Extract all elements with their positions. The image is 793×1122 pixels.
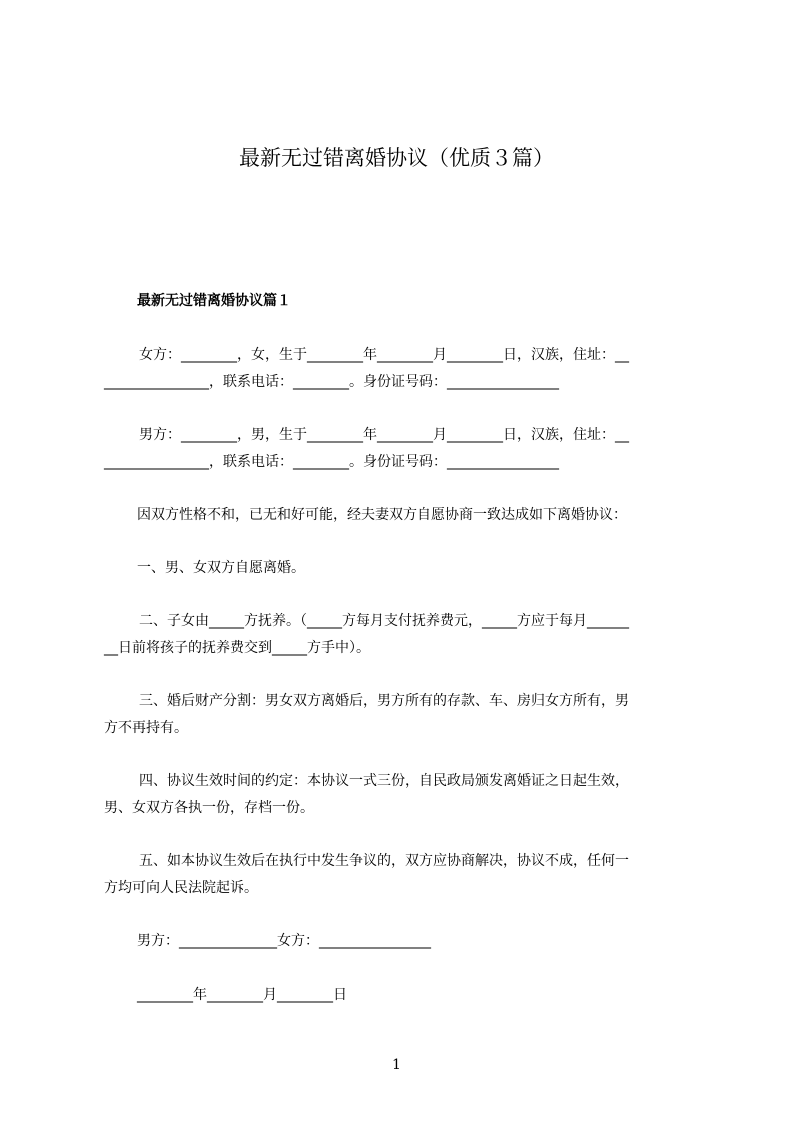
clause-three-line-2: 方不再持有。: [104, 720, 188, 736]
paragraph-female-line-2: _______________，联系电话：________。身份证号码：________________: [104, 374, 559, 390]
clause-three-line-1: 三、婚后财产分割：男女双方离婚后，男方所有的存款、车、房归女方所有，男: [139, 693, 629, 709]
date-line: ________年________月________日: [137, 987, 347, 1003]
clause-four-line-1: 四、协议生效时间的约定：本协议一式三份，自民政局颁发离婚证之日起生效，: [139, 773, 629, 789]
clause-five-line-2: 方均可向人民法院起诉。: [104, 880, 258, 896]
signature-line: 男方：______________女方：________________: [137, 933, 431, 949]
page-number: 1: [392, 1057, 401, 1073]
clause-five-line-1: 五、如本协议生效后在执行中发生争议的，双方应协商解决，协议不成，任何一: [139, 853, 629, 869]
clause-two-line-2: __日前将孩子的抚养费交到_____方手中）。: [104, 640, 370, 656]
section-heading: 最新无过错离婚协议篇１: [137, 293, 291, 309]
document-title: 最新无过错离婚协议（优质３篇）: [239, 146, 554, 170]
paragraph-male-line-1: 男方：________，男，生于________年________月________日，汉族，住址：__: [139, 427, 629, 443]
paragraph-reason: 因双方性格不和，已无和好可能，经夫妻双方自愿协商一致达成如下离婚协议：: [137, 507, 627, 523]
paragraph-female-line-1: 女方：________，女，生于________年________月________日，汉族，住址：__: [139, 347, 629, 363]
clause-four-line-2: 男、女双方各执一份，存档一份。: [104, 800, 314, 816]
clause-one: 一、男、女双方自愿离婚。: [137, 560, 305, 576]
clause-two-line-1: 二、子女由_____方抚养。（_____方每月支付抚养费元，_____方应于每月______: [139, 613, 629, 629]
paragraph-male-line-2: _______________，联系电话：________。身份证号码：________________: [104, 454, 559, 470]
